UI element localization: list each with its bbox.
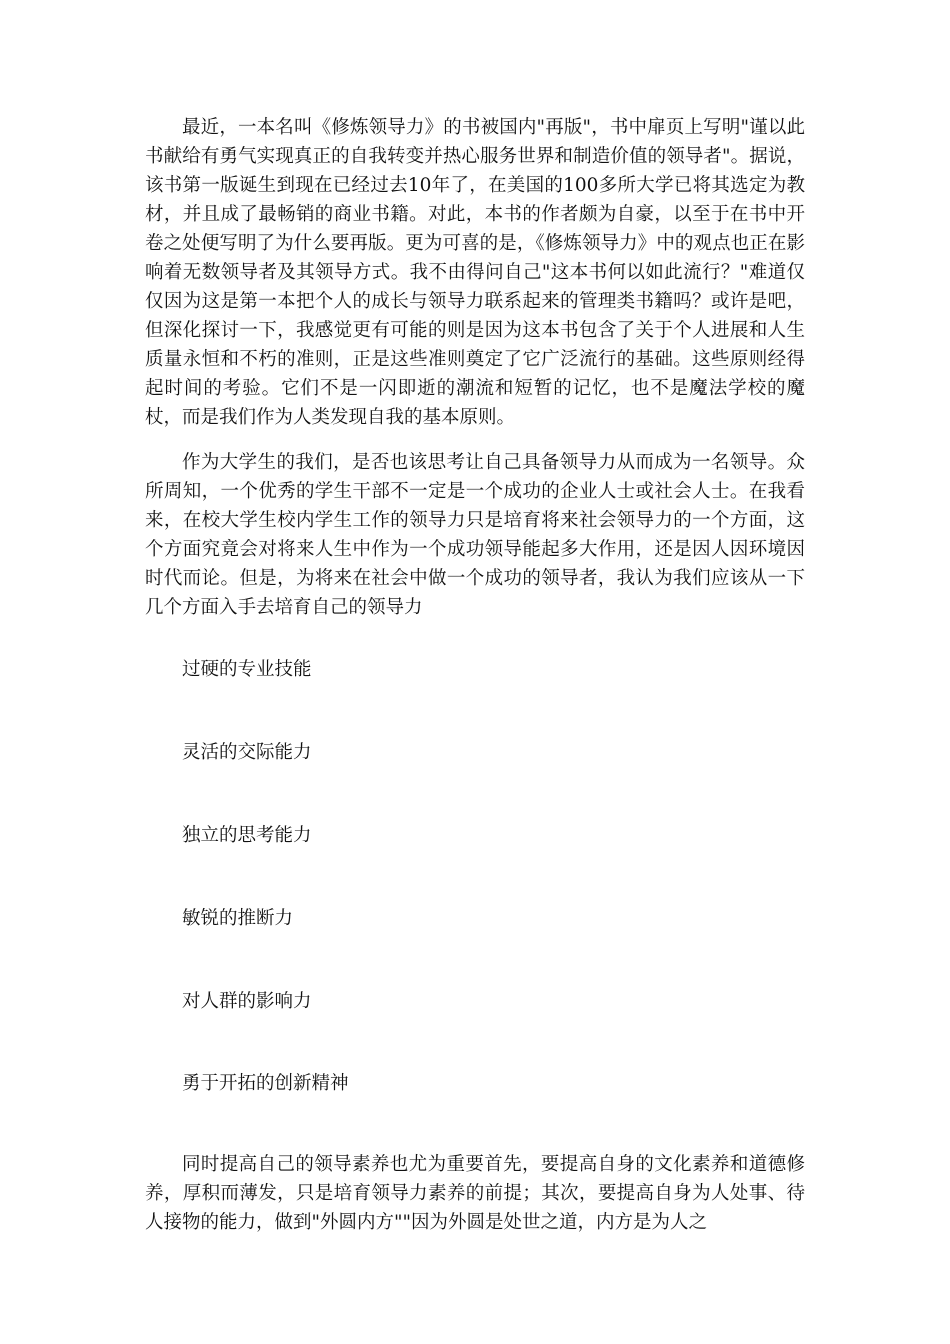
body-paragraph: 同时提高自己的领导素养也尤为重要首先，要提高自身的文化素养和道德修养，厚积而薄发，只是培育领导力素养的前提；其次，要提高自身为人处事、待人接物的能力，做到"外圆内方""因为外圆是处世之道，内方是为人之 bbox=[145, 1154, 805, 1233]
skill-list-item: 对人群的影响力 bbox=[182, 991, 312, 1012]
skill-list-item: 过硬的专业技能 bbox=[182, 659, 312, 680]
skill-list-item: 勇于开拓的创新精神 bbox=[182, 1073, 349, 1094]
skill-list-item: 灵活的交际能力 bbox=[182, 742, 312, 763]
skill-list-item: 敏锐的推断力 bbox=[182, 908, 294, 929]
body-paragraph: 最近，一本名叫《修炼领导力》的书被国内"再版"，书中扉页上写明"谨以此书献给有勇气实现真正的自我转变并热心服务世界和制造价值的领导者"。据说，该书第一版诞生到现在已经过去10年了，在美国的100多所大学已将其选定为教材，并且成了最畅销的商业书籍。对此，本书的作者颇为自豪，以至于在书中开卷之处便写明了为什么要再版。更为可喜的是，《修炼领导力》中的观点也正在影响着无数领导者及其领导方式。我不由得问自己"这本书何以如此流行？"难道仅仅因为这是第一本把个人的成长与领导力联系起来的管理类书籍吗？或许是吧，但深化探讨一下，我感觉更有可能的则是因为这本书包含了关于个人进展和人生质量永恒和不朽的准则，正是这些准则奠定了它广泛流行的基础。这些原则经得起时间的考验。它们不是一闪即逝的潮流和短暂的记忆，也不是魔法学校的魔杖，而是我们作为人类发现自我的基本原则。 bbox=[145, 117, 805, 428]
body-paragraph: 作为大学生的我们，是否也该思考让自己具备领导力从而成为一名领导。众所周知，一个优秀的学生干部不一定是一个成功的企业人士或社会人士。在我看来，在校大学生校内学生工作的领导力只是培育将来社会领导力的一个方面，这个方面究竟会对将来人生中作为一个成功领导能起多大作用，还是因人因环境因时代而论。但是，为将来在社会中做一个成功的领导者，我认为我们应该从一下几个方面入手去培育自己的领导力 bbox=[145, 452, 805, 618]
skill-list-item: 独立的思考能力 bbox=[182, 825, 312, 846]
